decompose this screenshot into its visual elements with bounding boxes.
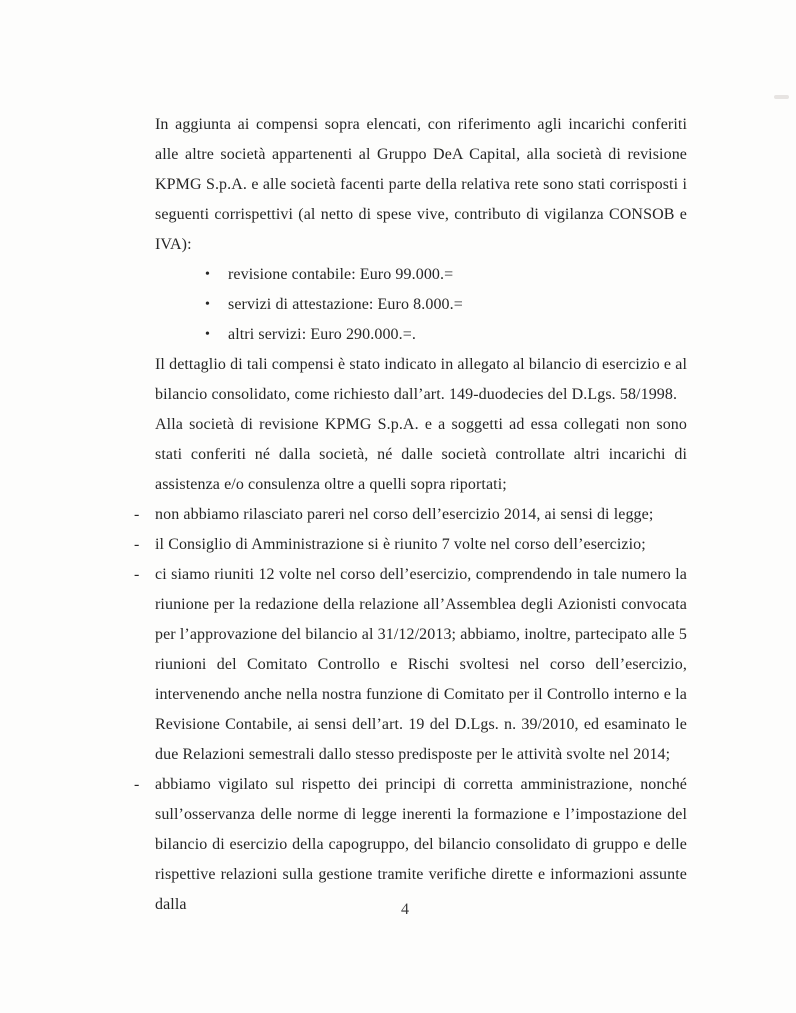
dash-item-text: il Consiglio di Amministrazione si è riunito 7 volte nel corso dell’esercizio; [155, 536, 646, 553]
dash-item-vigilanza-principi [134, 770, 687, 920]
bullet-icon: • [205, 267, 211, 282]
document-body [134, 110, 687, 920]
list-item-altri-servizi [155, 320, 687, 350]
bullet-icon: • [205, 327, 211, 342]
bullet-icon: • [205, 297, 211, 312]
paragraph-dettaglio-compensi: Il dettaglio di tali compensi è stato indicato in allegato al bilancio di esercizio e al bilancio consolidato, come richiesto dall’art. 149-duodecies del D.Lgs. 58/1998. [155, 356, 687, 403]
scan-artifact-mark [774, 95, 789, 99]
dash-icon: - [134, 776, 140, 793]
dash-item-text: non abbiamo rilasciato pareri nel corso dell’esercizio 2014, ai sensi di legge; [155, 506, 654, 523]
paragraph-kpmg-incarichi: Alla società di revisione KPMG S.p.A. e a soggetti ad essa collegati non sono stati conferiti né dalla società, né dalle società controllate altri incarichi di assistenza e/o consulenza oltre a quelli sopra riportati; [155, 416, 687, 493]
list-item-servizi-attestazione [155, 290, 687, 320]
dash-item-riunioni-collegio [134, 560, 687, 770]
dash-icon: - [134, 566, 140, 583]
dash-item-consiglio-riunioni [134, 530, 687, 560]
dash-icon: - [134, 536, 140, 553]
paragraph-compensi-intro: In aggiunta ai compensi sopra elencati, con riferimento agli incarichi conferiti alle altre società appartenenti al Gruppo DeA Capital, alla società di revisione KPMG S.p.A. e alle società facenti parte della relativa rete sono stati corrisposti i seguenti corrispettivi (al netto di spese vive, contributo di vigilanza CONSOB e IVA): [155, 116, 687, 253]
list-item-text: altri servizi: Euro 290.000.=. [228, 326, 416, 343]
dash-icon: - [134, 506, 140, 523]
dash-item-text: ci siamo riuniti 12 volte nel corso dell’esercizio, comprendendo in tale numero la riunione per la redazione della relazione all’Assemblea degli Azionisti convocata per l’approvazione del bilancio al 31/12/2013; abbiamo, inoltre, partecipato alle 5 riunioni del Comitato Controllo e Rischi svoltesi nel corso dell’esercizio, intervenendo anche nella nostra funzione di Comitato per il Controllo interno e la Revisione Contabile, ai sensi dell’art. 19 del D.Lgs. n. 39/2010, ed esaminato le due Relazioni semestrali dallo stesso predisposte per le attività svolte nel 2014; [155, 566, 687, 763]
list-item-text: revisione contabile: Euro 99.000.= [228, 266, 454, 283]
page-number: 4 [401, 901, 409, 918]
dash-item-text: abbiamo vigilato sul rispetto dei principi di corretta amministrazione, nonché sull’osservanza delle norme di legge inerenti la formazione e l’impostazione del bilancio di esercizio della capogruppo, del bilancio consolidato di gruppo e delle rispettive relazioni sulla gestione tramite verifiche dirette e informazioni assunte dalla [155, 776, 687, 913]
list-item-text: servizi di attestazione: Euro 8.000.= [228, 296, 463, 313]
dash-item-pareri [134, 500, 687, 530]
list-item-revisione-contabile [155, 260, 687, 290]
